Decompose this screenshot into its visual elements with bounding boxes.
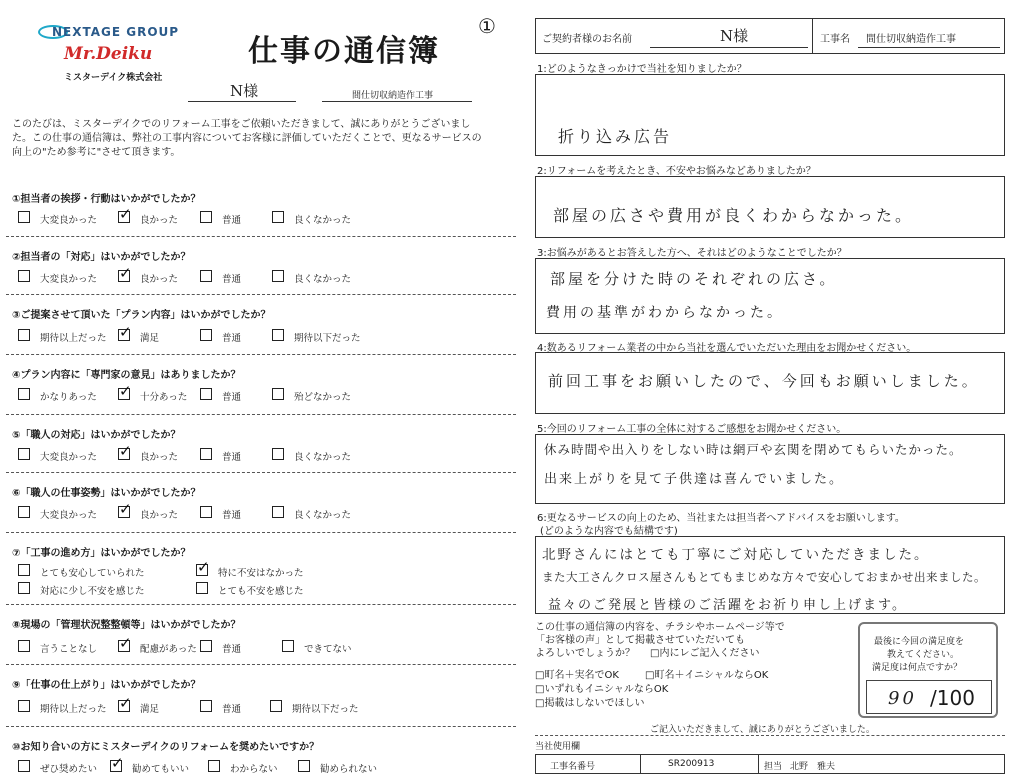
answer-3a: 部屋を分けた時のそれぞれの広さ。 bbox=[550, 270, 838, 288]
divider bbox=[6, 236, 516, 237]
q9-opt1: 期待以上だった bbox=[40, 704, 107, 715]
check-mark-icon: ✓ bbox=[119, 264, 132, 282]
q2-opt3-checkbox[interactable] bbox=[200, 270, 212, 282]
q2-opt1-checkbox[interactable] bbox=[18, 270, 30, 282]
q2-opt3: 普通 bbox=[222, 274, 242, 285]
q10-opt3-checkbox[interactable] bbox=[208, 760, 220, 772]
q10-opt4-checkbox[interactable] bbox=[298, 760, 310, 772]
divider bbox=[6, 604, 516, 605]
q3-opt2: 満足 bbox=[140, 333, 160, 344]
staff-label: 担当 bbox=[764, 762, 783, 772]
q7-opt3: 対応に少し不安を感じた bbox=[40, 586, 145, 597]
divider bbox=[6, 354, 516, 355]
q5-opt3: 普通 bbox=[222, 452, 242, 463]
q9-opt3-checkbox[interactable] bbox=[200, 700, 212, 712]
check-mark-icon: ✓ bbox=[119, 442, 132, 460]
rq6a: 6:更なるサービスの向上のため、当社または担当者へアドバイスをお願いします。 bbox=[537, 513, 905, 524]
q4-opt2: 十分あった bbox=[140, 392, 188, 403]
divider bbox=[6, 472, 516, 473]
brand-text: NEXTAGE GROUP bbox=[52, 25, 180, 39]
q5-opt1-checkbox[interactable] bbox=[18, 448, 30, 460]
q1-opt2: 良かった bbox=[140, 215, 179, 226]
deiku-logo: Mr.Deiku bbox=[64, 44, 153, 64]
office-divider bbox=[535, 735, 1005, 736]
answer-1: 折り込み広告 bbox=[558, 127, 673, 146]
page-title: 仕事の通信簿 bbox=[248, 34, 440, 69]
answer-6c: 益々のご発展と皆様のご活躍をお祈り申し上げます。 bbox=[548, 598, 907, 613]
q4-label: ④プラン内容に「専門家の意見」はありましたか？ bbox=[12, 370, 241, 381]
q4-opt1-checkbox[interactable] bbox=[18, 388, 30, 400]
q1-opt1: 大変良かった bbox=[40, 215, 98, 226]
check-mark-icon: ✓ bbox=[111, 754, 124, 772]
rq3: 3:お悩みがあるとお答えした方へ、それはどのようなことでしたか？ bbox=[537, 248, 847, 259]
q8-opt1-checkbox[interactable] bbox=[18, 640, 30, 652]
work-name: 間仕切収納造作工事 bbox=[352, 91, 434, 101]
q4-opt3-checkbox[interactable] bbox=[200, 388, 212, 400]
q1-label: ①担当者の挨拶・行動はいかがでしたか？ bbox=[12, 194, 201, 205]
q4-opt4: 殆どなかった bbox=[294, 392, 352, 403]
intro-text: このたびは、ミスターデイクでのリフォーム工事をご依頼いただきまして、誠にありがとうございました。この仕事の通信簿は、弊社の工事内容についてお客様に評価していただくことで、更なるサービスの向上の"ため参考に"させて頂きます。 bbox=[12, 119, 482, 158]
q2-opt4: 良くなかった bbox=[294, 274, 352, 285]
q3-opt1-checkbox[interactable] bbox=[18, 329, 30, 341]
name-label: ご契約者様のお名前 bbox=[542, 34, 632, 45]
rq2: 2:リフォームを考えたとき、不安やお悩みなどありましたか？ bbox=[537, 166, 816, 177]
office-col-line bbox=[758, 754, 759, 774]
q3-opt4-checkbox[interactable] bbox=[272, 329, 284, 341]
divider bbox=[6, 294, 516, 295]
q1-opt4-checkbox[interactable] bbox=[272, 211, 284, 223]
q5-opt4: 良くなかった bbox=[294, 452, 352, 463]
score-max: /100 bbox=[930, 686, 975, 710]
q2-label: ②担当者の「対応」はいかがでしたか？ bbox=[12, 252, 191, 263]
divider bbox=[6, 664, 516, 665]
satisfaction-line-1: 最後に今回の満足度を bbox=[874, 637, 965, 647]
answer-4: 前回工事をお願いしたので、今回もお願いしました。 bbox=[548, 372, 980, 390]
q8-opt4-checkbox[interactable] bbox=[282, 640, 294, 652]
check-mark-icon: ✓ bbox=[119, 634, 132, 652]
code-value: SR200913 bbox=[668, 759, 715, 769]
q4-opt3: 普通 bbox=[222, 392, 242, 403]
rq5: 5:今回のリフォーム工事の全体に対するご感想をお聞かせください。 bbox=[537, 424, 847, 435]
answer-5b: 出来上がりを見て子供達は喜んでいました。 bbox=[544, 472, 845, 487]
q3-opt3: 普通 bbox=[222, 333, 242, 344]
publish-line-2: 「お客様の声」として掲載させていただいても bbox=[535, 635, 745, 646]
q9-label: ⑨「仕事の仕上がり」はいかがでしたか？ bbox=[12, 680, 201, 691]
divider bbox=[6, 726, 516, 727]
q7-opt4-checkbox[interactable] bbox=[196, 582, 208, 594]
q7-opt1-checkbox[interactable] bbox=[18, 564, 30, 576]
q6-opt1-checkbox[interactable] bbox=[18, 506, 30, 518]
q5-label: ⑤「職人の対応」はいかがでしたか？ bbox=[12, 430, 181, 441]
page-number: ① bbox=[478, 14, 496, 38]
q5-opt3-checkbox[interactable] bbox=[200, 448, 212, 460]
q8-opt2: 配慮があった bbox=[140, 644, 197, 655]
answer-3b: 費用の基準がわからなかった。 bbox=[546, 305, 784, 321]
q10-opt3: わからない bbox=[230, 764, 278, 775]
answer-2: 部屋の広さや費用が良くわからなかった。 bbox=[553, 206, 915, 225]
rq1: 1:どのようなきっかけで当社を知りましたか？ bbox=[537, 64, 747, 75]
check-mark-icon: ✓ bbox=[197, 558, 210, 576]
q9-opt3: 普通 bbox=[222, 704, 242, 715]
office-label: 当社使用欄 bbox=[535, 742, 581, 752]
answer-6a: 北野さんにはとても丁寧にご対応していただきました。 bbox=[542, 547, 930, 563]
rq6b: (どのような内容でも結構です) bbox=[540, 526, 678, 537]
code-label: 工事名番号 bbox=[550, 762, 596, 772]
q10-opt4: 勧められない bbox=[320, 764, 378, 775]
q8-opt3: 普通 bbox=[222, 644, 242, 655]
answer-6b: また大工さんクロス屋さんもとてもまじめな方々で安心しておまかせ出来ました。 bbox=[542, 570, 986, 584]
q5-opt2: 良かった bbox=[140, 452, 179, 463]
q3-opt4: 期待以下だった bbox=[294, 333, 361, 344]
name-value: N様 bbox=[720, 27, 749, 45]
divider bbox=[6, 532, 516, 533]
q7-opt2: 特に不安はなかった bbox=[218, 568, 304, 579]
q5-opt4-checkbox[interactable] bbox=[272, 448, 284, 460]
q8-opt3-checkbox[interactable] bbox=[200, 640, 212, 652]
q6-opt4-checkbox[interactable] bbox=[272, 506, 284, 518]
check-mark-icon: ✓ bbox=[119, 694, 132, 712]
q9-opt4-checkbox[interactable] bbox=[270, 700, 282, 712]
publish-line-1: この仕事の通信簿の内容を、チラシやホームページ等で bbox=[535, 622, 785, 633]
publish-option-3[interactable]: □いずれもイニシャルならOK bbox=[535, 684, 669, 695]
q9-opt2: 満足 bbox=[140, 704, 160, 715]
name-divider bbox=[812, 18, 813, 54]
thanks-text: ご記入いただきまして、誠にありがとうございました。 bbox=[650, 725, 875, 735]
publish-option-2[interactable]: □町名＋イニシャルならOK bbox=[645, 670, 769, 681]
q1-opt3-checkbox[interactable] bbox=[200, 211, 212, 223]
q7-opt4: とても不安を感じた bbox=[218, 586, 304, 597]
publish-option-1[interactable]: □町名＋実名でOK bbox=[535, 670, 619, 681]
q8-opt1: 言うことなし bbox=[40, 644, 98, 655]
q2-opt1: 大変良かった bbox=[40, 274, 98, 285]
q10-opt1-checkbox[interactable] bbox=[18, 760, 30, 772]
q4-opt4-checkbox[interactable] bbox=[272, 388, 284, 400]
q1-opt3: 普通 bbox=[222, 215, 242, 226]
score-value: 90 bbox=[888, 688, 917, 709]
satisfaction-line-3: 満足度は何点ですか？ bbox=[872, 663, 963, 673]
company-name: ミスターデイク株式会社 bbox=[64, 73, 163, 83]
q10-label: ⑩お知り合いの方にミスターデイクのリフォームを奨めたいですか？ bbox=[12, 742, 320, 753]
q2-opt4-checkbox[interactable] bbox=[272, 270, 284, 282]
customer-name: N様 bbox=[230, 82, 259, 100]
check-mark-icon: ✓ bbox=[119, 382, 132, 400]
q1-opt1-checkbox[interactable] bbox=[18, 211, 30, 223]
q6-opt3: 普通 bbox=[222, 510, 242, 521]
q10-opt2: 勧めてもいい bbox=[132, 764, 190, 775]
office-col-line bbox=[640, 754, 641, 774]
q2-opt2: 良かった bbox=[140, 274, 179, 285]
answer-5a: 休み時間や出入りをしない時は網戸や玄関を閉めてもらいたかった。 bbox=[544, 442, 963, 457]
q6-label: ⑥「職人の仕事姿勢」はいかがでしたか？ bbox=[12, 488, 201, 499]
q5-opt1: 大変良かった bbox=[40, 452, 98, 463]
q3-opt3-checkbox[interactable] bbox=[200, 329, 212, 341]
q10-opt1: ぜひ奨めたい bbox=[40, 764, 98, 775]
divider bbox=[6, 414, 516, 415]
publish-option-4[interactable]: □掲載はしないでほしい bbox=[535, 698, 645, 709]
q8-opt4: できてない bbox=[304, 644, 352, 655]
staff-value: 北野 雅夫 bbox=[790, 762, 836, 772]
q7-opt3-checkbox[interactable] bbox=[18, 582, 30, 594]
q6-opt4: 良くなかった bbox=[294, 510, 352, 521]
check-mark-icon: ✓ bbox=[119, 323, 132, 341]
q7-opt1: とても安心していられた bbox=[40, 568, 145, 579]
check-mark-icon: ✓ bbox=[119, 500, 132, 518]
q7-label: ⑦「工事の進め方」はいかがでしたか？ bbox=[12, 548, 191, 559]
work-label: 工事名 bbox=[820, 34, 850, 45]
nextage-logo bbox=[38, 22, 243, 44]
q6-opt2: 良かった bbox=[140, 510, 179, 521]
q6-opt1: 大変良かった bbox=[40, 510, 98, 521]
publish-hint: □内にレご記入ください bbox=[650, 648, 760, 659]
q8-label: ⑧現場の「管理状況整整頓等」はいかがでしたか？ bbox=[12, 620, 241, 631]
q3-label: ③ご提案させて頂いた「プラン内容」はいかがでしたか？ bbox=[12, 310, 271, 321]
q3-opt1: 期待以上だった bbox=[40, 333, 107, 344]
satisfaction-line-2: 教えてください。 bbox=[887, 650, 960, 660]
q4-opt1: かなりあった bbox=[40, 392, 97, 403]
publish-line-3: よろしいでしょうか？ bbox=[535, 648, 635, 659]
rq4: 4:数あるリフォーム業者の中から当社を選んでいただいた理由をお聞かせください。 bbox=[537, 343, 917, 354]
q9-opt4: 期待以下だった bbox=[292, 704, 359, 715]
check-mark-icon: ✓ bbox=[119, 205, 132, 223]
work-value: 間仕切収納造作工事 bbox=[866, 34, 956, 45]
q6-opt3-checkbox[interactable] bbox=[200, 506, 212, 518]
q9-opt1-checkbox[interactable] bbox=[18, 700, 30, 712]
q1-opt4: 良くなかった bbox=[294, 215, 352, 226]
